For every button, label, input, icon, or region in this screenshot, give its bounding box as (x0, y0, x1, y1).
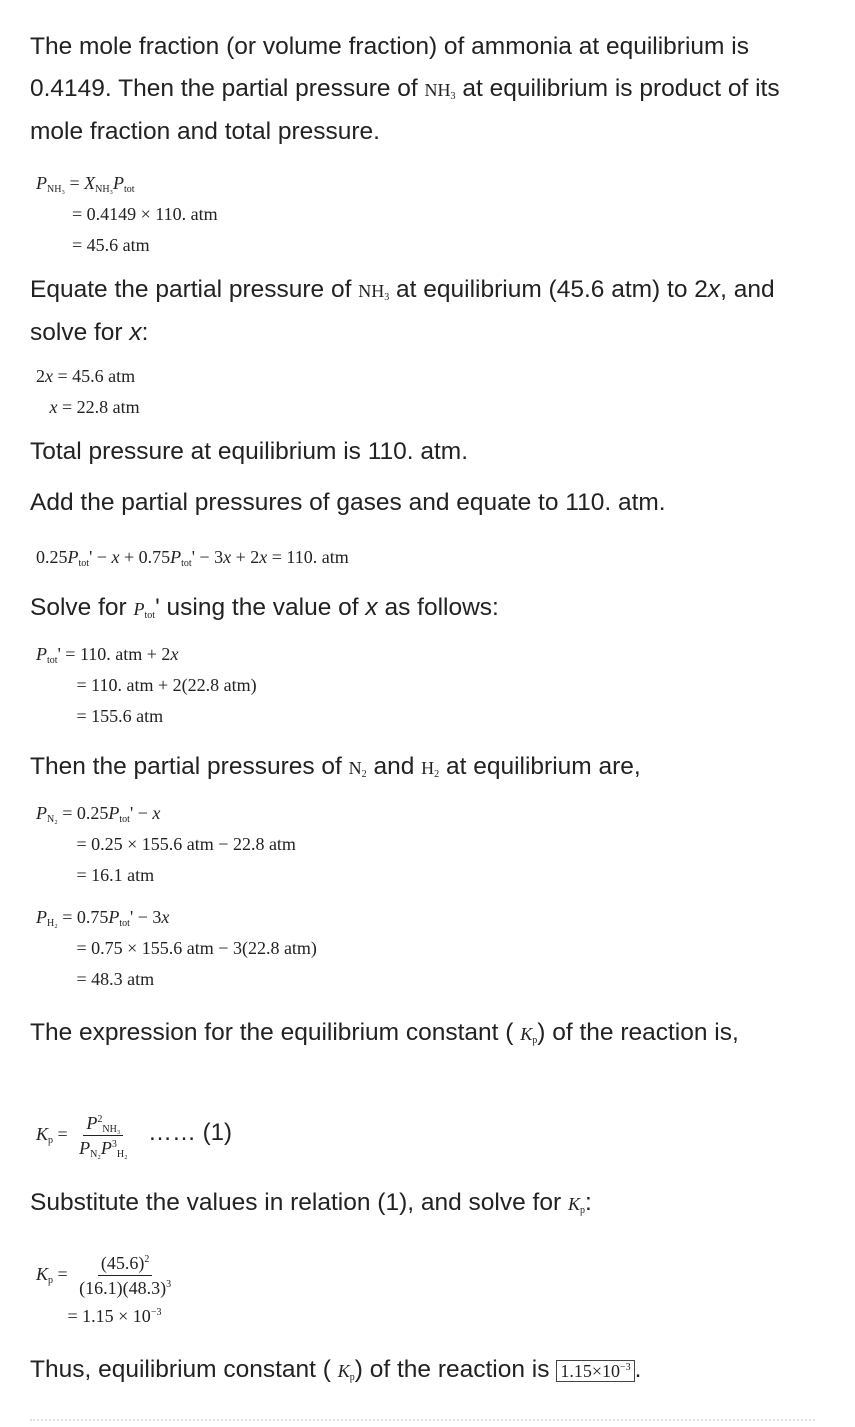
variable: x (152, 803, 161, 823)
math-symbol (152, 803, 160, 823)
equation-line (36, 860, 296, 891)
subscript: N₂ (90, 1149, 101, 1161)
text-run: = 45.6 atm (36, 235, 150, 255)
variable: x (129, 319, 142, 346)
text-run: at equilibrium are, (439, 753, 641, 780)
math-symbol (79, 1138, 101, 1161)
variable: x (170, 644, 179, 664)
equation-line (36, 1301, 178, 1332)
text-run: = 0.25 × 155.6 atm − 22.8 atm (36, 834, 296, 854)
text-run: = (53, 1124, 73, 1144)
variable: P (79, 1138, 91, 1159)
math-symbol (36, 907, 58, 927)
text-run: 2 (36, 366, 45, 386)
text-run: : (584, 1189, 592, 1216)
variable: x (45, 366, 53, 386)
math-symbol (36, 173, 65, 193)
superscript: 2 (144, 1254, 150, 1266)
equation-line (36, 1247, 178, 1301)
variable: K (567, 1194, 580, 1214)
text-run: The expression for the equilibrium constant ( (30, 1019, 521, 1046)
math-symbol (36, 1124, 53, 1144)
math-symbol (338, 1361, 355, 1381)
text-run: = 0.75 × 155.6 atm − 3(22.8 atm) (36, 938, 317, 958)
paragraph (30, 482, 830, 524)
text-run: : (141, 319, 149, 346)
text-run: = 0.25 (57, 803, 109, 823)
variable: P (67, 547, 79, 567)
math-symbol (425, 80, 456, 100)
variable: P (108, 907, 120, 927)
equation (36, 542, 349, 573)
equation-line (36, 392, 140, 423)
text-run: = 110. atm + 2(22.8 atm) (36, 675, 257, 695)
variable: K (520, 1024, 533, 1044)
subscript: NH₃ (47, 184, 65, 195)
subscript: tot (144, 610, 156, 621)
text-run: ) of the reaction is, (537, 1019, 739, 1046)
variable: P (100, 1138, 112, 1159)
variable: P (86, 1113, 98, 1134)
text-run: ' − (89, 547, 112, 567)
symbol: NH (424, 80, 451, 100)
equation-line (36, 168, 218, 199)
variable: P (36, 907, 47, 927)
variable: P (108, 803, 120, 823)
symbol: 1.15×10 (560, 1361, 620, 1381)
subscript: 3 (450, 91, 456, 102)
symbol: N (348, 758, 362, 778)
variable: K (36, 1124, 49, 1144)
subscript: tot (119, 918, 130, 929)
math-symbol (113, 173, 135, 193)
symbol: H (421, 758, 435, 778)
math-symbol (79, 1278, 171, 1298)
text-run: at equilibrium is product of its mole fraction and total pressure. (30, 75, 787, 145)
equation-line (36, 199, 218, 230)
text-run: . (634, 1356, 642, 1383)
variable: K (36, 1264, 49, 1284)
equation-line (36, 902, 317, 933)
math-symbol (36, 803, 58, 823)
equation-line (36, 798, 296, 829)
numerator (98, 1251, 153, 1276)
variable: x (111, 547, 120, 567)
equation (36, 168, 218, 261)
paragraph (30, 1182, 830, 1225)
text-run: = 0.75 (57, 907, 109, 927)
paragraph (30, 1349, 830, 1392)
equation-line (36, 1106, 232, 1160)
equation-line (36, 639, 257, 670)
subscript: tot (78, 558, 90, 569)
variable: x (365, 594, 378, 621)
text-run: ' − 3 (129, 907, 162, 927)
subscript: tot (119, 814, 130, 825)
math-symbol (349, 758, 367, 778)
text-run: ' using the value of (155, 594, 366, 621)
text-run: Substitute the values in relation (1), and solve for (30, 1189, 568, 1216)
text-run: Then the partial pressures of (30, 753, 349, 780)
text-run: Thus, equilibrium constant ( (30, 1356, 338, 1383)
text-run: + 0.75 (119, 547, 171, 567)
subscript: H₂ (116, 1149, 128, 1161)
denominator (76, 1136, 130, 1160)
math-symbol (358, 281, 389, 301)
variable: P (170, 547, 182, 567)
symbol: (16.1)(48.3) (79, 1278, 167, 1299)
fraction (76, 1111, 130, 1160)
text-run: = (53, 1264, 73, 1284)
text-run: = 110. atm (267, 547, 349, 567)
variable: X (84, 173, 96, 193)
text-run: at equilibrium (45.6 atm) to 2 (389, 276, 708, 303)
math-symbol (101, 1253, 150, 1273)
symbol: (45.6) (100, 1253, 145, 1274)
variable: K (337, 1361, 350, 1381)
superscript: −3 (619, 1362, 631, 1373)
math-symbol (108, 803, 130, 823)
equation-line (36, 361, 140, 392)
equation-line (36, 701, 257, 732)
text-run: and (366, 753, 422, 780)
text-run: + 2 (231, 547, 260, 567)
equation (36, 639, 257, 732)
math-symbol (568, 1194, 585, 1214)
variable: P (36, 173, 47, 193)
fraction (76, 1251, 174, 1300)
text-run: Total pressure at equilibrium is 110. atm. (30, 438, 469, 465)
paragraph (30, 431, 830, 473)
math-symbol (100, 1138, 128, 1161)
text-run: = 0.4149 × 110. atm (36, 204, 218, 224)
equation-line (36, 230, 218, 261)
equation-line (36, 933, 317, 964)
final-answer-box (556, 1360, 634, 1382)
subscript: tot (47, 655, 58, 666)
subscript: 3 (384, 292, 390, 303)
text-run: = 1.15 × 10 (36, 1306, 151, 1326)
subscript: p (349, 1372, 355, 1383)
subscript: p (48, 1135, 54, 1146)
math-symbol (108, 907, 130, 927)
subscript: 2 (361, 769, 367, 780)
variable: P (36, 644, 47, 664)
variable: x (223, 547, 232, 567)
text-run: The mole fraction (or volume fraction) of ammonia at equilibrium is 0.4149. Then the partial pressure of (30, 33, 756, 102)
divider (30, 1419, 815, 1421)
equation-line (36, 542, 349, 573)
text-run: 0.25 (36, 547, 68, 567)
math-symbol (84, 173, 113, 193)
subscript: 2 (434, 769, 440, 780)
subscript: NH₃ (95, 184, 114, 195)
equation-line (36, 964, 317, 995)
math-symbol (170, 547, 192, 567)
math-symbol (520, 1024, 537, 1044)
math-symbol (129, 319, 141, 346)
variable: P (113, 173, 125, 193)
superscript: 3 (166, 1279, 172, 1291)
text-run: ) of the reaction is (354, 1356, 557, 1383)
text-run: = 155.6 atm (36, 706, 164, 726)
numerator (83, 1111, 123, 1136)
text-run: as follows: (377, 594, 499, 621)
equation (36, 798, 296, 891)
subscript: NH₃ (102, 1124, 121, 1136)
subscript: tot (124, 184, 135, 195)
math-symbol (36, 644, 58, 664)
text-run: = 16.1 atm (36, 865, 155, 885)
math-symbol (708, 276, 720, 303)
paragraph (30, 1012, 830, 1055)
text-run: Solve for (30, 594, 134, 621)
symbol: NH (358, 281, 385, 301)
math-symbol (170, 644, 178, 664)
equation (36, 361, 140, 423)
equation-label: …… (1) (134, 1119, 232, 1146)
variable: P (133, 599, 145, 619)
text-run (36, 397, 50, 417)
math-symbol (36, 1264, 53, 1284)
subscript: H₂ (47, 918, 58, 929)
math-symbol (421, 758, 439, 778)
subscript: p (579, 1205, 585, 1216)
text-run: ' = 110. atm + 2 (57, 644, 171, 664)
variable: x (49, 397, 58, 417)
paragraph (30, 746, 830, 789)
math-symbol (161, 907, 169, 927)
math-symbol (45, 366, 53, 386)
superscript: 3 (111, 1139, 117, 1151)
text-run: ' − (129, 803, 153, 823)
math-symbol (134, 599, 156, 619)
text-run: = 45.6 atm (53, 366, 136, 386)
math-symbol (223, 547, 231, 567)
subscript: p (532, 1035, 538, 1046)
equation (36, 1247, 178, 1332)
math-symbol (68, 547, 90, 567)
variable: x (707, 276, 721, 303)
math-symbol (86, 1113, 121, 1136)
subscript: tot (181, 558, 192, 569)
superscript: −3 (150, 1307, 162, 1318)
math-symbol (560, 1361, 630, 1381)
variable: x (161, 907, 170, 927)
variable: P (36, 803, 47, 823)
math-symbol (365, 594, 377, 621)
equation (36, 902, 317, 995)
subscript: N₂ (47, 814, 58, 825)
text-run: = 48.3 atm (36, 969, 155, 989)
paragraph (30, 269, 830, 354)
math-symbol (50, 397, 58, 417)
text-run: , and solve for (30, 276, 782, 346)
text-run: Equate the partial pressure of (30, 276, 359, 303)
text-run: = (64, 173, 85, 193)
text-run: ' − 3 (191, 547, 224, 567)
text-run: = 22.8 atm (57, 397, 140, 417)
equation (36, 1106, 232, 1160)
superscript: 2 (97, 1114, 103, 1126)
math-symbol (151, 1306, 162, 1326)
variable: x (259, 547, 268, 567)
subscript: p (48, 1275, 54, 1286)
denominator (76, 1276, 174, 1300)
paragraph (30, 26, 830, 153)
equation-line (36, 829, 296, 860)
paragraph (30, 587, 830, 630)
text-run: Add the partial pressures of gases and equate to 110. atm. (30, 489, 666, 516)
equation-line (36, 670, 257, 701)
